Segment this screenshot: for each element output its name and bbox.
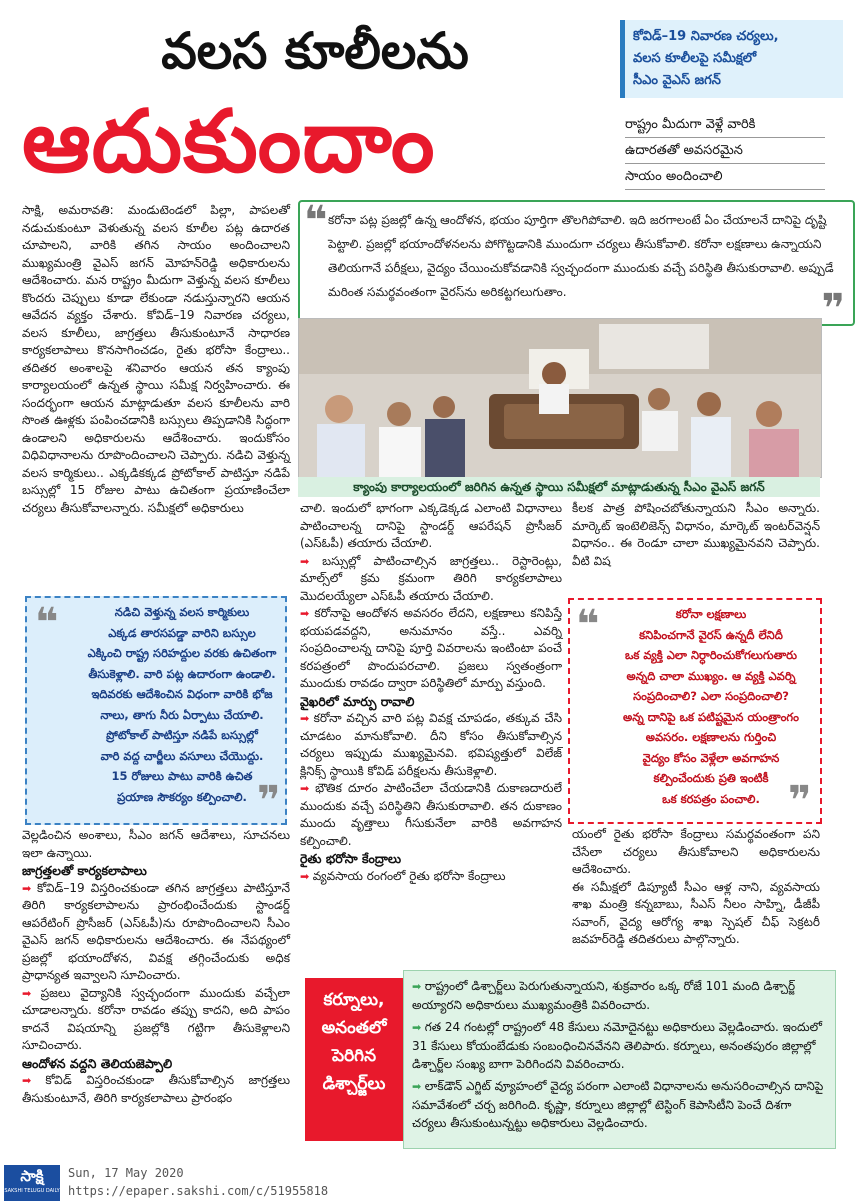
list-item [22,1072,290,1107]
quote-line: ఎక్కించి రాష్ట్ర సరిహద్దుల వరకు ఉచితంగా [87,646,277,660]
quote-line: వైద్యం కోసం వెళ్లేలా అవగాహన [642,750,780,765]
quote-line: 15 రోజులు పాటు వారికి ఉచిత [111,769,253,783]
deck-line: వలస కూలీలపై సమీక్షలో [633,51,757,66]
col3-after-text: యంలో రైతు భరోసా కేంద్రాలు సమర్థవంతంగా పని చేసేలా చర్యలు తీసుకోవాలని అధికారులను ఆదేశించారు. [572,827,820,876]
quote-line: నాలు, తాగు నీరు ఏర్పాటు చేయాలి. [100,707,264,722]
bullet-arrow-icon: ➡ [300,869,313,883]
deck-sub [625,112,825,190]
list-item-text: ప్రజలు వైద్యానికి స్వచ్ఛందంగా ముందుకు వచ్చేలా చూడాలన్నారు. కరోనా రావడం తప్పు కాదని, అది పాపం కాదనే విషయాన్ని ప్రజల్లోకి గట్టిగా తీసుకెళ్లాలని సూచించారు. [22,985,290,1052]
sakshi-logo [4,1165,60,1201]
list-item [300,780,562,850]
quote-close-icon: ❞ [257,778,281,824]
quote-line: వారి వద్ద చార్జీలు వసూలు చేయొద్దు. [100,748,264,763]
list-item-text: కరోనాపై ఆందోళన అవసరం లేదని, లక్షణాలు కనిపిస్తే భయపడవద్దని, అనుమానం వస్తే.. ఎవర్ని సంప్రదించాలన్న దానిపై పూర్తి వివరాలను ఇంటింటా పంచే కరపత్రంలో పొందుపరచాలి. ప్రజలు స్వతంత్రంగా ముందుకు రావడం ద్వారా పరిస్థితిలో మార్పు వస్తుంది. [300,606,562,690]
subheading-attitude: వైఖరిలో మార్పు రావాలి [300,693,415,709]
list-item-text: కోవిడ్‌ విస్తరించకుండా తీసుకోవాల్సిన జాగ్రత్తలు తీసుకుంటూనే, తిరిగి కార్యకలాపాలు ప్రారంభం [22,1073,291,1105]
bullet-arrow-icon: ➡ [300,554,323,568]
col1-quote-text [82,602,282,807]
bullet-arrow-icon: ➡ [22,1074,46,1087]
sidebar-item-text: లాక్‌డౌన్‌ ఎగ్జిట్‌ వ్యూహంలో వైద్య పరంగా ఎలాంటి విధానాలను అనుసరించాల్సిన దానిపై సమావేశంలో చర్చ జరిగింది. కృష్ణా, కర్నూలు జిల్లాల్లో టెస్టింగ్‌ కెపాసిటీని పెంచే దిశగా చర్యలు తీసుకుంటున్నట్టు అధికారులు వెల్లడించారు. [412,1079,824,1130]
quote-line: సంప్రదించాలి? ఎలా సంప్రదించాలి? [633,689,789,703]
list-item [22,880,290,985]
column2-body [300,500,562,965]
quote-line: కనిపించగానే వైరస్‌ ఉన్నదీ లేనిదీ [639,627,783,642]
footer-url[interactable]: https://epaper.sakshi.com/c/51955818 [68,1184,329,1198]
logo-subtext: SAKSHI TELUGU DAILY [4,1188,60,1194]
quote-open-icon: ❝ [304,198,328,244]
list-item-text: కరోనా వచ్చిన వారి పట్ల వివక్ష చూపడం, తక్కువ చేసి చూడటం మానుకోవాలి. దీని కోసం తీసుకోవాల్సిన చర్యలు ఇప్పుడు ముఖ్యమైనవి. భవిష్యత్తులో విలేజ్‌ క్లినిక్స్‌ స్థాయికి కోవిడ్‌ పరీక్షలను తీసుకెళ్లాలి. [300,711,563,778]
footer-bar [0,1163,839,1204]
bullet-arrow-icon: ➡ [412,1080,425,1093]
deck-sub-line: సాయం అందించాలి [625,164,825,190]
bullet-arrow-icon: ➡ [22,986,41,1000]
bullet-arrow-icon: ➡ [412,980,425,993]
list-item [300,553,562,606]
headline-line1: వలస కూలీలను [161,22,469,80]
sidebar-item [412,1077,827,1132]
deck-sub-line: రాష్ట్రం మీదుగా వెళ్లే వారికి [625,112,825,138]
quote-open-icon: ❝ [35,600,59,646]
subheading-no-panic: ఆందోళన వద్దని తెలియజెప్పాలి [22,1055,173,1071]
quote-line: ప్రోటోకాల్‌ పాటిస్తూ నడిపే బస్సుల్లో [106,728,258,742]
sidebar-item [412,977,827,1014]
quote-open-icon: ❝ [576,602,600,648]
quote-line: ఒక కరపత్రం పంచాలి. [662,791,760,806]
quote-line: కల్పించేందుకు ప్రతి ఇంటికీ [653,771,769,785]
list-item [300,710,562,780]
quote-line: ఎక్కడ తారసపడ్డా వారిని బస్సుల [108,625,256,640]
sidebar-title-line: అనంతలో [321,1018,387,1038]
photo-caption: క్యాంపు కార్యాలయంలో జరిగిన ఉన్నత స్థాయి సమీక్షలో మాట్లాడుతున్న సీఎం వైఎస్‌ జగన్‌ [298,477,820,497]
quote-line: ఒక వ్యక్తి ఎలా నిర్ధారించుకోగలుగుతారు [625,648,797,662]
subheading-rythu-bharosa: రైతు భరోసా కేంద్రాలు [300,851,402,866]
quote-line: అవసరం. లక్షణాలను గుర్తించి [645,730,777,744]
sidebar-title-box [305,978,403,1141]
quote-line: ఇదివరకు ఆదేశించిన విధంగా వారికి భోజ [91,687,273,701]
bullet-arrow-icon: ➡ [300,782,316,795]
list-item [300,605,562,693]
quote-close-icon: ❞ [821,286,845,332]
quote-close-icon: ❞ [788,778,812,824]
bullet-arrow-icon: ➡ [412,1021,425,1034]
sidebar-item [412,1018,827,1073]
bullet-arrow-icon: ➡ [300,712,314,725]
col2-top-text: చాలి. ఇందులో భాగంగా ఎక్కడెక్కడ ఎలాంటి విధానాలు పాటించాలన్న దానిపై స్టాండర్డ్‌ ఆపరేషన్‌ ప్రొసీజర్‌ (ఎస్‌ఓపీ) తయారు చేయాలి. [300,501,562,550]
quote-line: ప్రయాణ సౌకర్యం కల్పించాలి. [117,789,247,804]
sidebar-title-line: పెరిగిన [331,1046,376,1066]
headline-line2: ఆదుకుందాం [22,92,436,192]
deck-sub-line: ఉదారతతో అవసరమైన [625,138,825,164]
col3-participants: ఈ సమీక్షలో డిప్యూటీ సీఎం ఆళ్ల నాని, వ్యవసాయ శాఖ మంత్రి కన్నబాబు, సీఎస్‌ నీలం సాహ్ని, డీజీపీ సవాంగ్‌, వైద్య ఆరోగ్య శాఖ స్పెషల్‌ చీఫ్‌ సెక్రటరీ జవహర్‌రెడ్డి తదితరులు పాల్గొన్నారు. [572,879,820,946]
quote-line: కరోనా లక్షణాలు [675,607,747,621]
bullet-arrow-icon: ➡ [300,607,315,620]
list-item [300,868,562,886]
sidebar-item-text: రాష్ట్రంలో డిశ్చార్జ్‌లు పెరుగుతున్నాయని, శుక్రవారం ఒక్క రోజే 101 మంది డిశ్చార్జ్‌ అయ్యారని అధికారులు ముఖ్యమంత్రికి వివరించారు. [412,979,796,1012]
logo-text: సాక్షి [20,1167,44,1185]
subheading-precautions: జాగ్రత్తలతో కార్యకలాపాలు [22,863,147,878]
column1-body [22,827,290,1157]
footer-date: Sun, 17 May 2020 [68,1166,184,1180]
quote-line: అన్న దానిపై ఒక పటిష్టమైన యంత్రాంగం [623,709,799,724]
quote-line: నడిచి వెళ్తున్న వలస కార్మికులు [114,605,250,619]
deck-line: కోవిడ్‌–19 నివారణ చర్యలు, [633,29,779,44]
bullet-arrow-icon: ➡ [22,881,38,895]
sidebar-content-box [403,970,836,1149]
list-item-text: వ్యవసాయ రంగంలో రైతు భరోసా కేంద్రాలు [312,868,506,883]
deck-line: సీఎం వైఎస్‌ జగన్‌ [633,73,721,88]
list-item-text: బస్సుల్లో పాటించాల్సిన జాగ్రత్తలు.. రెస్టారెంట్లు, మాల్స్‌లో క్రమ క్రమంగా తిరిగి కార్యకలాపాలు మొదలయ్యేలా ఎస్‌ఓపీ తయారు చేయాలి. [300,553,562,603]
col3-quote-box [568,598,822,824]
col1-after-text: వెల్లడించిన అంశాలు, సీఎం జగన్‌ ఆదేశాలు, సూచనలు ఇలా ఉన్నాయి. [22,828,290,860]
top-quote-text: కరోనా పట్ల ప్రజల్లో ఉన్న ఆందోళన, భయం పూర్తిగా తొలగిపోవాలి. ఇది జరగాలంటే ఏం చేయాలనే దానిపై దృష్టి పెట్టాలి. ప్రజల్లో భయాందోళనలను పోగొట్టడానికి ముందుగా చర్యలు తీసుకోవాలి. కరోనా లక్షణాలు ఉన్నాయని తెలియగానే పరీక్షలు, వైద్యం చేయించుకోవడానికి స్వచ్ఛందంగా ముందుకు వచ్చే పరిస్థితి తీసుకురావాలి. అప్పుడే మరింత సమర్థవంతంగా వైరస్‌ను అరికట్టగలుగుతాం. [328,213,834,299]
sidebar-title-line: కర్నూలు, [323,990,385,1010]
col3-quote-text [606,604,816,809]
list-item [22,985,290,1055]
quote-line: అన్నది చాలా ముఖ్యం. ఆ వ్యక్తి ఎవర్ని [626,668,796,683]
sidebar-title-line: డిశ్చార్జ్‌లు [322,1074,386,1094]
meeting-photo [298,318,822,478]
deck-box [620,20,843,98]
list-item-text: కోవిడ్‌–19 విస్తరించకుండా తగిన జాగ్రత్తలు పాటిస్తూనే తిరిగి కార్యకలాపాలను ప్రారంభించేందుకు స్టాండర్డ్‌ ఆపరేటింగ్‌ ప్రొసీజర్‌ (ఎస్‌ఓపీ)ను రూపొందించాలని సీఎం వైఎస్‌ జగన్‌ అధికారులను ఆదేశించారు. ఈ నేపథ్యంలో ప్రజల్లో భయాందోళన, వివక్ష తగ్గించేందుకు అధిక ప్రాధాన్యత ఇవ్వాలని సూచించారు. [22,880,290,982]
column1-intro: సాక్షి, అమరావతి: మండుటెండలో పిల్లా, పాపలతో నడుచుకుంటూ వెళుతున్న వలస కూలీల పట్ల ఉదారత చూపాలని, వారికి తగిన సాయం అందించాలని ముఖ్యమంత్రి వైఎస్‌ జగన్‌ మోహన్‌రెడ్డి అధికారులను ఆదేశించారు. మన రాష్ట్రం మీదుగా వెళ్తున్న వలస కూలీలు కొందరు చెప్పులు కూడా లేకుండా నడుస్తున్నారని ఆయన ఆవేదన వ్యక్తం చేశారు. కోవిడ్‌–19 నివారణ చర్యలు, వలస కూలీలు, జాగ్రత్తలు తీసుకుంటూనే సాధారణ కార్యకలాపాలు కొనసాగించడం, రైతు భరోసా కేంద్రాలు.. తదితర అంశాలపై శనివారం ఆయన తన క్యాంపు కార్యాలయంలో ఉన్నత స్థాయి సమీక్ష నిర్వహించారు. ఈ సందర్భంగా ఆయన మాట్లాడుతూ వలస కూలీలను వారి సొంత ఊళ్లకు పంపించడానికి బస్సులు తిప్పడానికి సిద్ధంగా ఉండాలని అధికారులను ఆదేశించారు. ఇందుకోసం విధివిధానాలను రూపొందించాలని చెప్పారు. నడిచి వెళ్తున్న వలస కార్మికులు.. ఎక్కడికక్కడ ప్రోటోకాల్‌ పాటిస్తూ నడిపే బస్సుల్లో 15 రోజుల పాటు ఉచితంగా ప్రయాణించేలా చర్యలు తీసుకోవాలన్నారు. సమీక్షలో అధికారులు [22,203,290,515]
column3-intro: కీలక పాత్ర పోషించబోతున్నాయని సీఎం అన్నారు. మార్కెట్‌ ఇంటెలిజెన్స్‌ విధానం, మార్కెట్‌ ఇంటర్‌వెన్షన్‌ విధానం.. ఈ రెండూ చాలా ముఖ్యమైనవని చెప్పారు. వీటి విష [572,501,820,568]
quote-line: తీసుకెళ్లాలి. వారి పట్ల ఉదారంగా ఉండాలి. [88,666,276,681]
sidebar-item-text: గత 24 గంటల్లో రాష్ట్రంలో 48 కేసులు నమోదైనట్టు అధికారులు వెల్లడించారు. ఇందులో 31 కేసులు కోయంబేడుకు సంబంధించినవేనని తెలిపారు. కర్నూలు, అనంతపురం జిల్లాల్లో డిశ్చార్జ్‌ల సంఖ్య బాగా పెరిగిందని వివరించారు. [412,1020,822,1071]
col1-quote-box [25,596,287,825]
top-quote-box [298,198,855,332]
column3-body [572,826,820,966]
list-item-text: భౌతిక దూరం పాటించేలా చేయడానికి దుకాణదారులే ముందుకు వచ్చే పరిస్థితిని తీసుకురావాలి. తన దుకాణం ముందు వృత్తాలు గీసుకునేలా వారికి అవగాహన కల్పించాలి. [300,781,562,848]
